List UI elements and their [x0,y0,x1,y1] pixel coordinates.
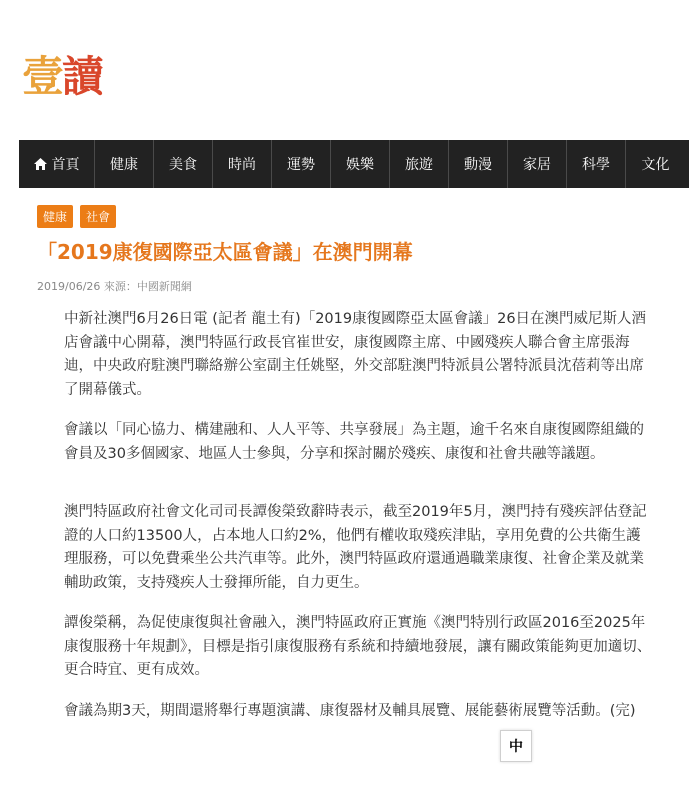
nav-item-home[interactable] [19,140,95,188]
logo-char-1: 壹 [22,52,63,101]
nav-item-culture[interactable]: 文化 [641,157,670,173]
tag-health[interactable]: 健康 [37,205,73,228]
nav-item-health[interactable]: 健康 [95,140,154,188]
nav-item-home-living[interactable]: 家居 [508,140,567,188]
nav-item-fortune[interactable]: 運勢 [272,140,331,188]
nav-item-label: 首頁 [51,157,80,173]
nav-item-travel[interactable]: 旅遊 [390,140,449,188]
article-paragraph: 澳門特區政府社會文化司司長譚俊榮致辭時表示，截至2019年5月，澳門持有殘疾評估登記證的人口約13500人，占本地人口約2%，他們有權收取殘疾津貼，享用免費的公共衛生護理服務，可以免費乘坐公共汽車等。此外，澳門特區政府還通過職業康復、社會企業及就業輔助政策，支持殘疾人士發揮所能，自力更生。 [64,504,647,591]
site-logo[interactable] [22,34,103,101]
home-icon [34,158,47,170]
tag-society[interactable]: 社會 [80,205,116,228]
logo-char-2: 讀 [62,52,103,101]
article-title: 「2019康復國際亞太區會議」在澳門開幕 [37,240,413,264]
article-meta: 2019/06/26 來源：中國新聞網 [37,280,192,293]
article-paragraph: 會議為期3天，期間還將舉行專題演講、康復器材及輔具展覽、展能藝術展覽等活動。(完) [64,702,636,719]
article-body [64,308,654,740]
nav-item-food[interactable]: 美食 [154,140,213,188]
nav-item-fashion[interactable]: 時尚 [213,140,272,188]
chinese-conversion-button[interactable]: 中 [500,730,532,762]
nav-item-entertainment[interactable]: 娛樂 [331,140,390,188]
main-nav [19,140,689,188]
nav-item-anime[interactable]: 動漫 [449,140,508,188]
article-paragraph: 會議以「同心協力、構建融和、人人平等、共享發展」為主題，逾千名來自康復國際組織的會員及30多個國家、地區人士參與，分享和探討關於殘疾、康復和社會共融等議題。 [64,422,644,462]
article-tags [37,205,116,228]
nav-item-science[interactable]: 科學 [567,140,626,188]
article-paragraph: 譚俊榮稱，為促使康復與社會融入，澳門特區政府正實施《澳門特別行政區2016至2025年康復服務十年規劃》，目標是指引康復服務有系統和持續地發展，讓有關政策能夠更加適切、更合時宜、更有成效。 [64,615,652,678]
article-paragraph: 中新社澳門6月26日電 (記者 龍土有)「2019康復國際亞太區會議」26日在澳門威尼斯人酒店會議中心開幕，澳門特區行政長官崔世安，康復國際主席、中國殘疾人聯合會主席張海迪，中央政府駐澳門聯絡辦公室副主任姚堅，外交部駐澳門特派員公署特派員沈蓓莉等出席了開幕儀式。 [64,311,647,398]
